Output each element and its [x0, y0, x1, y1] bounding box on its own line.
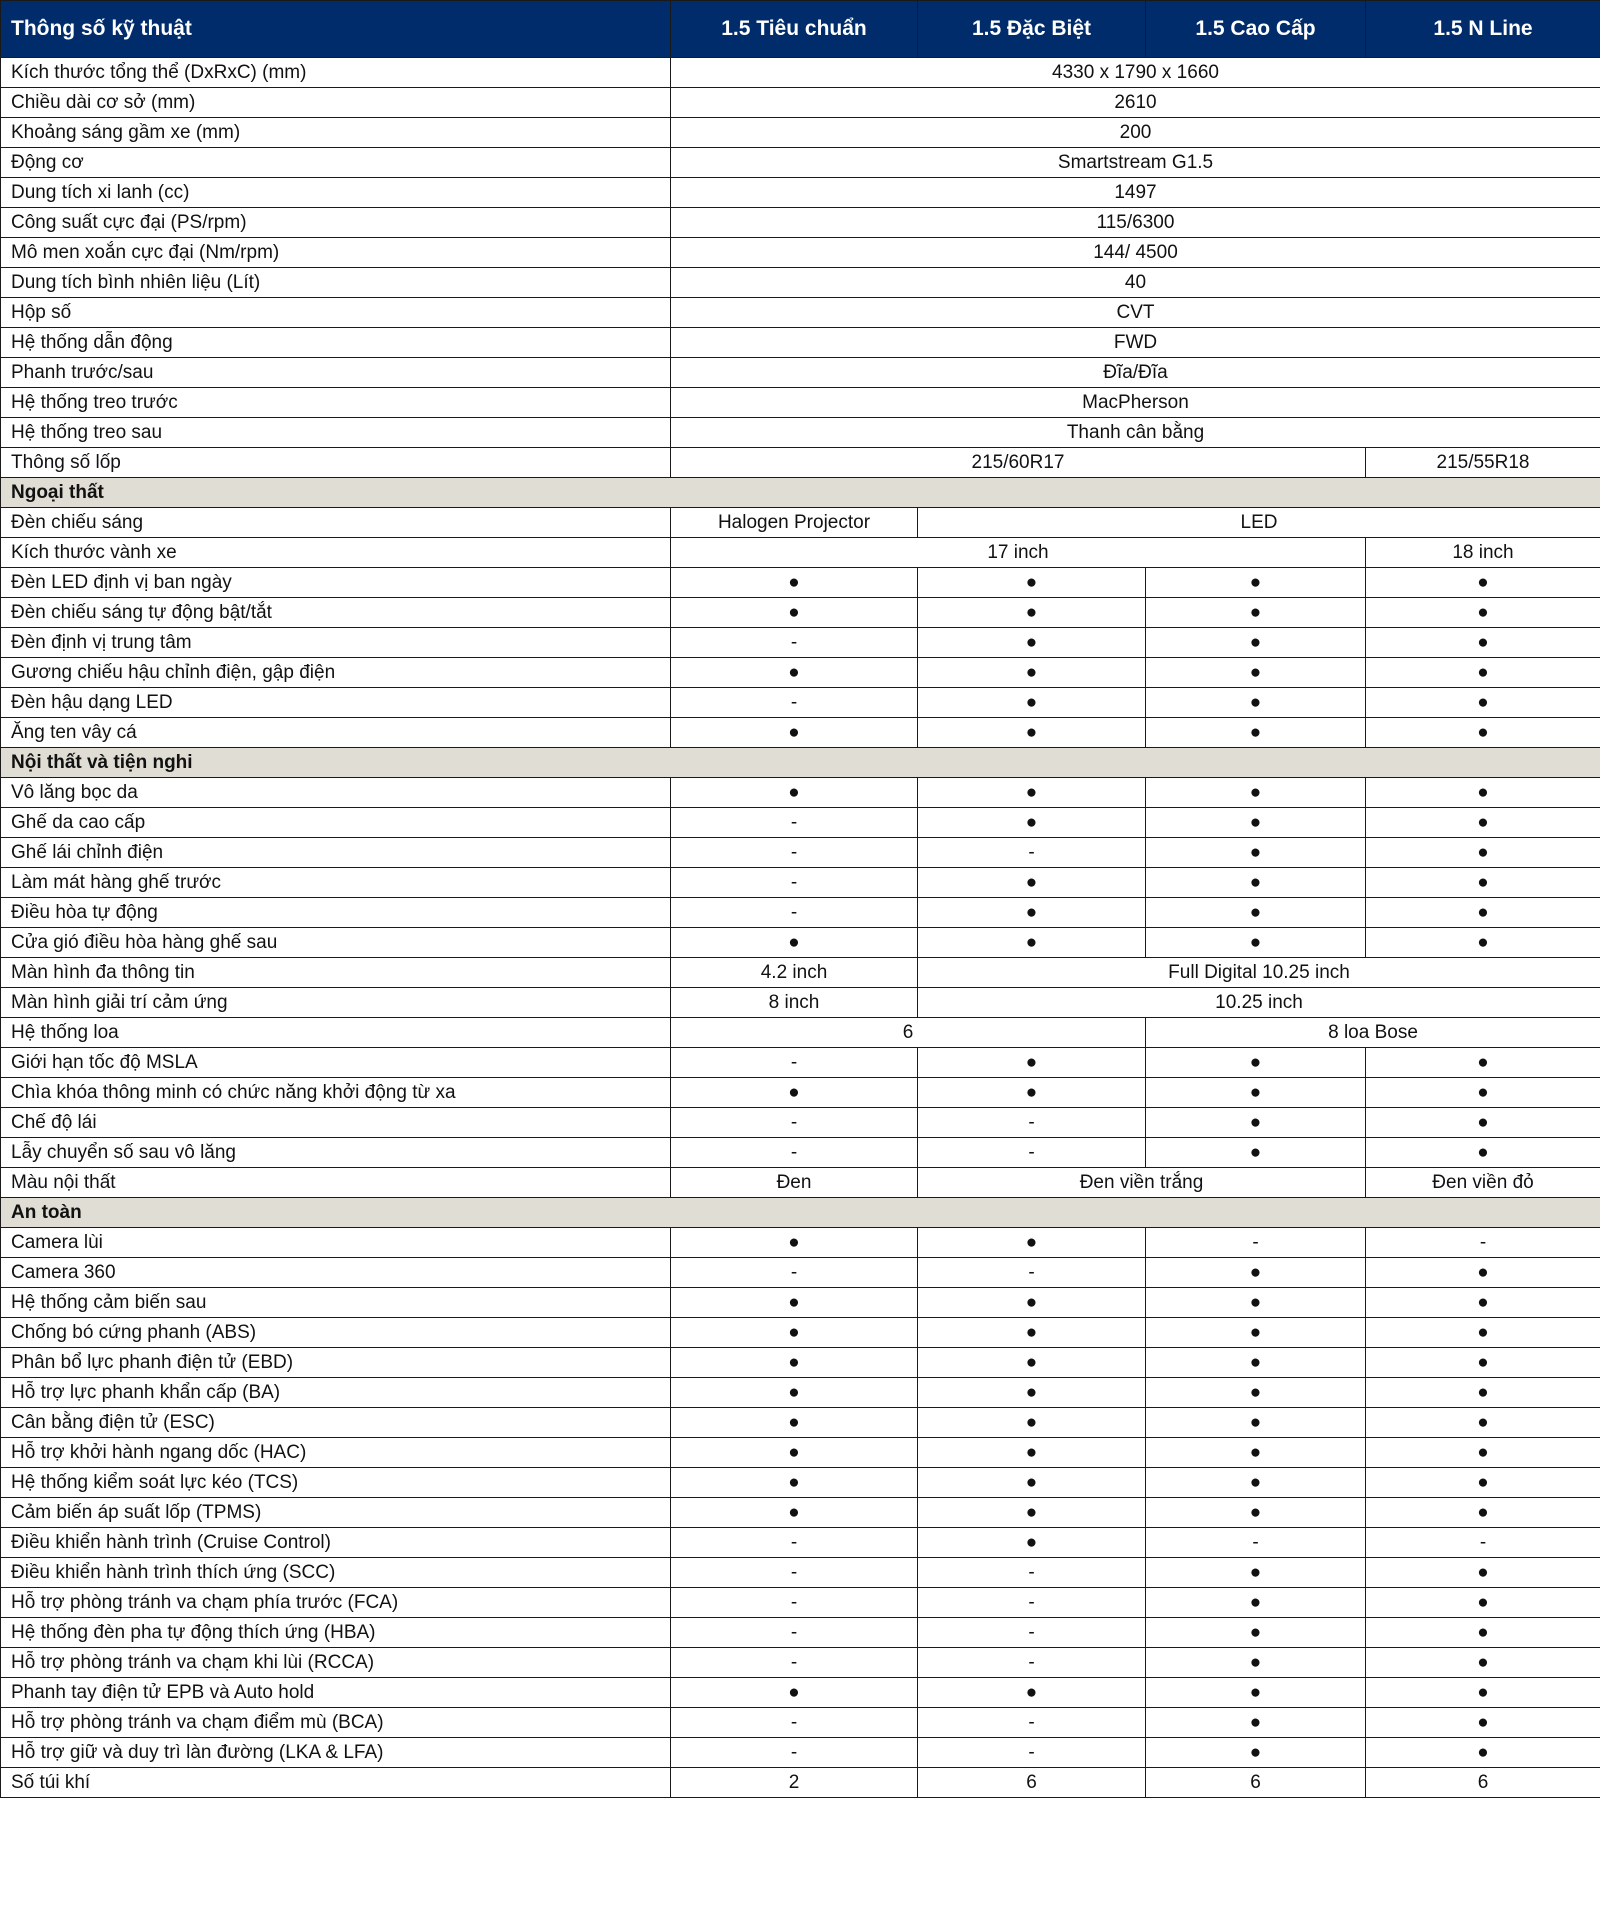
- spec-label: Làm mát hàng ghế trước: [1, 868, 671, 898]
- spec-row: [1, 238, 1600, 268]
- feature-unavailable-dash: -: [671, 868, 918, 898]
- spec-label: Hỗ trợ giữ và duy trì làn đường (LKA & LFA): [1, 1738, 671, 1768]
- spec-row: [1, 1438, 1600, 1468]
- spec-label: Số túi khí: [1, 1768, 671, 1798]
- spec-value: CVT: [671, 298, 1600, 328]
- feature-unavailable-dash: -: [671, 1558, 918, 1588]
- spec-value: 8 loa Bose: [1146, 1018, 1600, 1048]
- spec-row: [1, 568, 1600, 598]
- feature-available-dot: ●: [1366, 1468, 1600, 1498]
- spec-label: Màn hình giải trí cảm ứng: [1, 988, 671, 1018]
- spec-row: [1, 958, 1600, 988]
- spec-label: Cảm biến áp suất lốp (TPMS): [1, 1498, 671, 1528]
- spec-row: [1, 1708, 1600, 1738]
- spec-label: Cân bằng điện tử (ESC): [1, 1408, 671, 1438]
- spec-label: Thông số lốp: [1, 448, 671, 478]
- spec-value: Full Digital 10.25 inch: [918, 958, 1600, 988]
- spec-value: Đen: [671, 1168, 918, 1198]
- spec-value: 18 inch: [1366, 538, 1600, 568]
- feature-available-dot: ●: [918, 1378, 1146, 1408]
- feature-unavailable-dash: -: [1146, 1228, 1366, 1258]
- spec-row: [1, 358, 1600, 388]
- feature-unavailable-dash: -: [918, 1558, 1146, 1588]
- feature-available-dot: ●: [1146, 1498, 1366, 1528]
- spec-row: [1, 1048, 1600, 1078]
- feature-available-dot: ●: [1366, 1648, 1600, 1678]
- feature-available-dot: ●: [1146, 1378, 1366, 1408]
- spec-row: [1, 1228, 1600, 1258]
- feature-unavailable-dash: -: [671, 628, 918, 658]
- feature-available-dot: ●: [1366, 1558, 1600, 1588]
- spec-value: 2: [671, 1768, 918, 1798]
- spec-label: Hệ thống dẫn động: [1, 328, 671, 358]
- spec-row: [1, 1738, 1600, 1768]
- feature-available-dot: ●: [1366, 718, 1600, 748]
- feature-available-dot: ●: [1366, 928, 1600, 958]
- feature-available-dot: ●: [1146, 1588, 1366, 1618]
- feature-available-dot: ●: [918, 1678, 1146, 1708]
- spec-row: [1, 988, 1600, 1018]
- feature-unavailable-dash: -: [671, 1618, 918, 1648]
- feature-available-dot: ●: [1146, 1138, 1366, 1168]
- feature-available-dot: ●: [918, 1078, 1146, 1108]
- spec-label: Dung tích bình nhiên liệu (Lít): [1, 268, 671, 298]
- feature-available-dot: ●: [918, 898, 1146, 928]
- header-row: [1, 1, 1600, 58]
- feature-available-dot: ●: [671, 1408, 918, 1438]
- feature-unavailable-dash: -: [671, 1708, 918, 1738]
- feature-available-dot: ●: [1366, 1618, 1600, 1648]
- spec-label: Chiều dài cơ sở (mm): [1, 88, 671, 118]
- spec-row: [1, 1108, 1600, 1138]
- feature-available-dot: ●: [1146, 598, 1366, 628]
- spec-value: Đĩa/Đĩa: [671, 358, 1600, 388]
- feature-available-dot: ●: [1366, 1258, 1600, 1288]
- feature-available-dot: ●: [1366, 808, 1600, 838]
- spec-label: Giới hạn tốc độ MSLA: [1, 1048, 671, 1078]
- spec-row: [1, 688, 1600, 718]
- feature-available-dot: ●: [671, 718, 918, 748]
- spec-row: [1, 598, 1600, 628]
- feature-available-dot: ●: [1366, 568, 1600, 598]
- spec-row: [1, 1648, 1600, 1678]
- feature-available-dot: ●: [918, 1528, 1146, 1558]
- feature-available-dot: ●: [1366, 838, 1600, 868]
- spec-row: [1, 1318, 1600, 1348]
- spec-row: [1, 718, 1600, 748]
- feature-available-dot: ●: [671, 778, 918, 808]
- spec-value: Đen viền đỏ: [1366, 1168, 1600, 1198]
- spec-row: [1, 208, 1600, 238]
- feature-available-dot: ●: [1366, 1438, 1600, 1468]
- spec-row: [1, 1138, 1600, 1168]
- feature-available-dot: ●: [1146, 1738, 1366, 1768]
- spec-label: Điều khiển hành trình (Cruise Control): [1, 1528, 671, 1558]
- spec-label: Mô men xoắn cực đại (Nm/rpm): [1, 238, 671, 268]
- feature-available-dot: ●: [918, 1348, 1146, 1378]
- spec-value: 6: [918, 1768, 1146, 1798]
- feature-unavailable-dash: -: [918, 838, 1146, 868]
- feature-available-dot: ●: [1366, 628, 1600, 658]
- spec-label: Hệ thống loa: [1, 1018, 671, 1048]
- spec-label: Đèn chiếu sáng tự động bật/tắt: [1, 598, 671, 628]
- feature-unavailable-dash: -: [671, 838, 918, 868]
- feature-available-dot: ●: [918, 628, 1146, 658]
- header-col-tieu-chuan: 1.5 Tiêu chuẩn: [671, 1, 918, 58]
- spec-row: [1, 118, 1600, 148]
- spec-value: Smartstream G1.5: [671, 148, 1600, 178]
- feature-unavailable-dash: -: [918, 1588, 1146, 1618]
- spec-value: Thanh cân bằng: [671, 418, 1600, 448]
- spec-row: [1, 508, 1600, 538]
- feature-unavailable-dash: -: [918, 1138, 1146, 1168]
- feature-available-dot: ●: [1366, 1078, 1600, 1108]
- feature-available-dot: ●: [1146, 1438, 1366, 1468]
- spec-label: Hệ thống cảm biến sau: [1, 1288, 671, 1318]
- spec-label: Hệ thống đèn pha tự động thích ứng (HBA): [1, 1618, 671, 1648]
- feature-available-dot: ●: [918, 1468, 1146, 1498]
- spec-label: Chế độ lái: [1, 1108, 671, 1138]
- spec-label: Hỗ trợ phòng tránh va chạm điểm mù (BCA): [1, 1708, 671, 1738]
- spec-label: Hệ thống treo trước: [1, 388, 671, 418]
- spec-row: [1, 1078, 1600, 1108]
- feature-available-dot: ●: [1146, 1708, 1366, 1738]
- section-header-row: [1, 478, 1600, 508]
- spec-row: [1, 1468, 1600, 1498]
- feature-unavailable-dash: -: [1366, 1528, 1600, 1558]
- spec-row: [1, 808, 1600, 838]
- feature-available-dot: ●: [918, 1438, 1146, 1468]
- spec-row: [1, 388, 1600, 418]
- feature-available-dot: ●: [918, 868, 1146, 898]
- feature-available-dot: ●: [1366, 1348, 1600, 1378]
- spec-label: Điều hòa tự động: [1, 898, 671, 928]
- spec-label: Phân bổ lực phanh điện tử (EBD): [1, 1348, 671, 1378]
- spec-row: [1, 868, 1600, 898]
- spec-row: [1, 148, 1600, 178]
- feature-available-dot: ●: [671, 1678, 918, 1708]
- feature-available-dot: ●: [1366, 1498, 1600, 1528]
- feature-unavailable-dash: -: [671, 1738, 918, 1768]
- spec-label: Màn hình đa thông tin: [1, 958, 671, 988]
- spec-label: Kích thước vành xe: [1, 538, 671, 568]
- feature-available-dot: ●: [1146, 868, 1366, 898]
- spec-value: 4330 x 1790 x 1660: [671, 58, 1600, 88]
- spec-row: [1, 898, 1600, 928]
- spec-row: [1, 1558, 1600, 1588]
- section-title: Nội thất và tiện nghi: [1, 748, 1600, 778]
- feature-unavailable-dash: -: [918, 1258, 1146, 1288]
- feature-available-dot: ●: [671, 1078, 918, 1108]
- feature-available-dot: ●: [1366, 1708, 1600, 1738]
- spec-value: 200: [671, 118, 1600, 148]
- feature-available-dot: ●: [1366, 1138, 1600, 1168]
- header-title: Thông số kỹ thuật: [1, 1, 671, 58]
- spec-label: Kích thước tổng thể (DxRxC) (mm): [1, 58, 671, 88]
- spec-value: 215/55R18: [1366, 448, 1600, 478]
- feature-available-dot: ●: [918, 808, 1146, 838]
- spec-label: Gương chiếu hậu chỉnh điện, gập điện: [1, 658, 671, 688]
- spec-row: [1, 178, 1600, 208]
- spec-table-body: [1, 58, 1600, 1798]
- feature-available-dot: ●: [671, 1228, 918, 1258]
- feature-available-dot: ●: [1146, 1078, 1366, 1108]
- spec-label: Đèn LED định vị ban ngày: [1, 568, 671, 598]
- spec-row: [1, 1258, 1600, 1288]
- feature-unavailable-dash: -: [671, 1648, 918, 1678]
- feature-available-dot: ●: [1146, 1318, 1366, 1348]
- spec-value: LED: [918, 508, 1600, 538]
- spec-label: Ăng ten vây cá: [1, 718, 671, 748]
- feature-available-dot: ●: [1366, 778, 1600, 808]
- spec-row: [1, 538, 1600, 568]
- feature-available-dot: ●: [1366, 1108, 1600, 1138]
- feature-available-dot: ●: [1146, 1048, 1366, 1078]
- feature-available-dot: ●: [671, 928, 918, 958]
- feature-available-dot: ●: [1146, 778, 1366, 808]
- spec-row: [1, 1618, 1600, 1648]
- spec-row: [1, 298, 1600, 328]
- feature-available-dot: ●: [1366, 1678, 1600, 1708]
- spec-label: Hệ thống treo sau: [1, 418, 671, 448]
- spec-label: Ghế lái chỉnh điện: [1, 838, 671, 868]
- feature-available-dot: ●: [671, 1318, 918, 1348]
- spec-value: 115/6300: [671, 208, 1600, 238]
- feature-available-dot: ●: [1146, 898, 1366, 928]
- feature-available-dot: ●: [918, 1318, 1146, 1348]
- feature-available-dot: ●: [1146, 1678, 1366, 1708]
- spec-value: MacPherson: [671, 388, 1600, 418]
- feature-available-dot: ●: [918, 778, 1146, 808]
- spec-label: Lẫy chuyển số sau vô lăng: [1, 1138, 671, 1168]
- spec-value: 8 inch: [671, 988, 918, 1018]
- spec-value: 2610: [671, 88, 1600, 118]
- spec-label: Ghế da cao cấp: [1, 808, 671, 838]
- spec-label: Đèn định vị trung tâm: [1, 628, 671, 658]
- spec-value: 144/ 4500: [671, 238, 1600, 268]
- header-col-dac-biet: 1.5 Đặc Biệt: [918, 1, 1146, 58]
- spec-label: Dung tích xi lanh (cc): [1, 178, 671, 208]
- spec-row: [1, 1678, 1600, 1708]
- spec-value: 215/60R17: [671, 448, 1366, 478]
- spec-row: [1, 1498, 1600, 1528]
- feature-available-dot: ●: [671, 1468, 918, 1498]
- feature-available-dot: ●: [1366, 898, 1600, 928]
- feature-available-dot: ●: [671, 1498, 918, 1528]
- spec-row: [1, 1288, 1600, 1318]
- feature-unavailable-dash: -: [918, 1618, 1146, 1648]
- spec-label: Điều khiển hành trình thích ứng (SCC): [1, 1558, 671, 1588]
- feature-unavailable-dash: -: [671, 1138, 918, 1168]
- spec-row: [1, 658, 1600, 688]
- spec-label: Động cơ: [1, 148, 671, 178]
- spec-row: [1, 1408, 1600, 1438]
- feature-available-dot: ●: [671, 568, 918, 598]
- section-title: Ngoại thất: [1, 478, 1600, 508]
- spec-row: [1, 328, 1600, 358]
- header-col-n-line: 1.5 N Line: [1366, 1, 1600, 58]
- spec-value: 6: [1146, 1768, 1366, 1798]
- spec-label: Cửa gió điều hòa hàng ghế sau: [1, 928, 671, 958]
- feature-available-dot: ●: [1366, 868, 1600, 898]
- spec-label: Hỗ trợ khởi hành ngang dốc (HAC): [1, 1438, 671, 1468]
- spec-value: 1497: [671, 178, 1600, 208]
- feature-available-dot: ●: [1366, 1288, 1600, 1318]
- feature-unavailable-dash: -: [918, 1738, 1146, 1768]
- section-header-row: [1, 748, 1600, 778]
- feature-available-dot: ●: [1146, 568, 1366, 598]
- spec-value: Halogen Projector: [671, 508, 918, 538]
- feature-available-dot: ●: [1146, 1618, 1366, 1648]
- spec-row: [1, 628, 1600, 658]
- feature-available-dot: ●: [1146, 838, 1366, 868]
- feature-available-dot: ●: [1146, 1648, 1366, 1678]
- spec-label: Hộp số: [1, 298, 671, 328]
- feature-available-dot: ●: [1146, 1348, 1366, 1378]
- spec-row: [1, 1018, 1600, 1048]
- spec-label: Camera lùi: [1, 1228, 671, 1258]
- spec-label: Phanh trước/sau: [1, 358, 671, 388]
- feature-unavailable-dash: -: [671, 688, 918, 718]
- spec-row: [1, 448, 1600, 478]
- spec-row: [1, 88, 1600, 118]
- feature-unavailable-dash: -: [1146, 1528, 1366, 1558]
- feature-available-dot: ●: [1146, 1558, 1366, 1588]
- feature-available-dot: ●: [918, 1228, 1146, 1258]
- feature-available-dot: ●: [918, 598, 1146, 628]
- spec-row: [1, 1168, 1600, 1198]
- feature-available-dot: ●: [671, 598, 918, 628]
- feature-available-dot: ●: [671, 1348, 918, 1378]
- feature-available-dot: ●: [1146, 628, 1366, 658]
- spec-label: Khoảng sáng gầm xe (mm): [1, 118, 671, 148]
- section-title: An toàn: [1, 1198, 1600, 1228]
- feature-available-dot: ●: [1146, 1258, 1366, 1288]
- feature-available-dot: ●: [1146, 808, 1366, 838]
- spec-label: Chìa khóa thông minh có chức năng khởi động từ xa: [1, 1078, 671, 1108]
- feature-available-dot: ●: [671, 658, 918, 688]
- feature-available-dot: ●: [1146, 1408, 1366, 1438]
- spec-row: [1, 1528, 1600, 1558]
- spec-row: [1, 268, 1600, 298]
- feature-unavailable-dash: -: [671, 898, 918, 928]
- feature-available-dot: ●: [671, 1288, 918, 1318]
- feature-available-dot: ●: [1146, 1288, 1366, 1318]
- spec-value: 6: [671, 1018, 1146, 1048]
- spec-label: Đèn chiếu sáng: [1, 508, 671, 538]
- feature-available-dot: ●: [671, 1378, 918, 1408]
- feature-available-dot: ●: [1366, 1318, 1600, 1348]
- spec-label: Chống bó cứng phanh (ABS): [1, 1318, 671, 1348]
- spec-row: [1, 1378, 1600, 1408]
- feature-available-dot: ●: [1146, 1468, 1366, 1498]
- spec-label: Đèn hậu dạng LED: [1, 688, 671, 718]
- feature-unavailable-dash: -: [671, 1588, 918, 1618]
- feature-available-dot: ●: [1146, 658, 1366, 688]
- feature-available-dot: ●: [1366, 1408, 1600, 1438]
- feature-available-dot: ●: [918, 718, 1146, 748]
- feature-available-dot: ●: [1366, 1738, 1600, 1768]
- spec-value: 17 inch: [671, 538, 1366, 568]
- header-col-cao-cap: 1.5 Cao Cấp: [1146, 1, 1366, 58]
- feature-available-dot: ●: [1146, 1108, 1366, 1138]
- feature-available-dot: ●: [1366, 1378, 1600, 1408]
- spec-value: 40: [671, 268, 1600, 298]
- feature-available-dot: ●: [1366, 688, 1600, 718]
- spec-value: 6: [1366, 1768, 1600, 1798]
- spec-label: Phanh tay điện tử EPB và Auto hold: [1, 1678, 671, 1708]
- feature-unavailable-dash: -: [671, 808, 918, 838]
- feature-available-dot: ●: [1146, 688, 1366, 718]
- spec-value: 10.25 inch: [918, 988, 1600, 1018]
- feature-available-dot: ●: [918, 1408, 1146, 1438]
- spec-row: [1, 1588, 1600, 1618]
- feature-unavailable-dash: -: [671, 1258, 918, 1288]
- feature-available-dot: ●: [918, 658, 1146, 688]
- spec-label: Hệ thống kiểm soát lực kéo (TCS): [1, 1468, 671, 1498]
- spec-label: Công suất cực đại (PS/rpm): [1, 208, 671, 238]
- feature-unavailable-dash: -: [671, 1048, 918, 1078]
- feature-available-dot: ●: [1366, 598, 1600, 628]
- feature-available-dot: ●: [1366, 1588, 1600, 1618]
- feature-unavailable-dash: -: [918, 1708, 1146, 1738]
- spec-label: Hỗ trợ lực phanh khẩn cấp (BA): [1, 1378, 671, 1408]
- section-header-row: [1, 1198, 1600, 1228]
- feature-unavailable-dash: -: [671, 1108, 918, 1138]
- feature-unavailable-dash: -: [671, 1528, 918, 1558]
- feature-available-dot: ●: [1146, 928, 1366, 958]
- spec-label: Hỗ trợ phòng tránh va chạm phía trước (FCA): [1, 1588, 671, 1618]
- feature-available-dot: ●: [918, 1498, 1146, 1528]
- feature-available-dot: ●: [918, 1048, 1146, 1078]
- spec-value: 4.2 inch: [671, 958, 918, 988]
- feature-available-dot: ●: [918, 688, 1146, 718]
- feature-unavailable-dash: -: [918, 1648, 1146, 1678]
- feature-unavailable-dash: -: [918, 1108, 1146, 1138]
- spec-label: Vô lăng bọc da: [1, 778, 671, 808]
- feature-available-dot: ●: [918, 568, 1146, 598]
- spec-value: FWD: [671, 328, 1600, 358]
- spec-row: [1, 1768, 1600, 1798]
- spec-table-header: [1, 1, 1600, 58]
- spec-value: Đen viền trắng: [918, 1168, 1366, 1198]
- spec-label: Màu nội thất: [1, 1168, 671, 1198]
- spec-row: [1, 838, 1600, 868]
- spec-label: Camera 360: [1, 1258, 671, 1288]
- spec-row: [1, 778, 1600, 808]
- feature-available-dot: ●: [918, 928, 1146, 958]
- spec-row: [1, 928, 1600, 958]
- spec-row: [1, 1348, 1600, 1378]
- feature-available-dot: ●: [1366, 658, 1600, 688]
- feature-available-dot: ●: [1366, 1048, 1600, 1078]
- feature-available-dot: ●: [671, 1438, 918, 1468]
- spec-label: Hỗ trợ phòng tránh va chạm khi lùi (RCCA): [1, 1648, 671, 1678]
- spec-row: [1, 58, 1600, 88]
- feature-available-dot: ●: [918, 1288, 1146, 1318]
- feature-unavailable-dash: -: [1366, 1228, 1600, 1258]
- spec-row: [1, 418, 1600, 448]
- feature-available-dot: ●: [1146, 718, 1366, 748]
